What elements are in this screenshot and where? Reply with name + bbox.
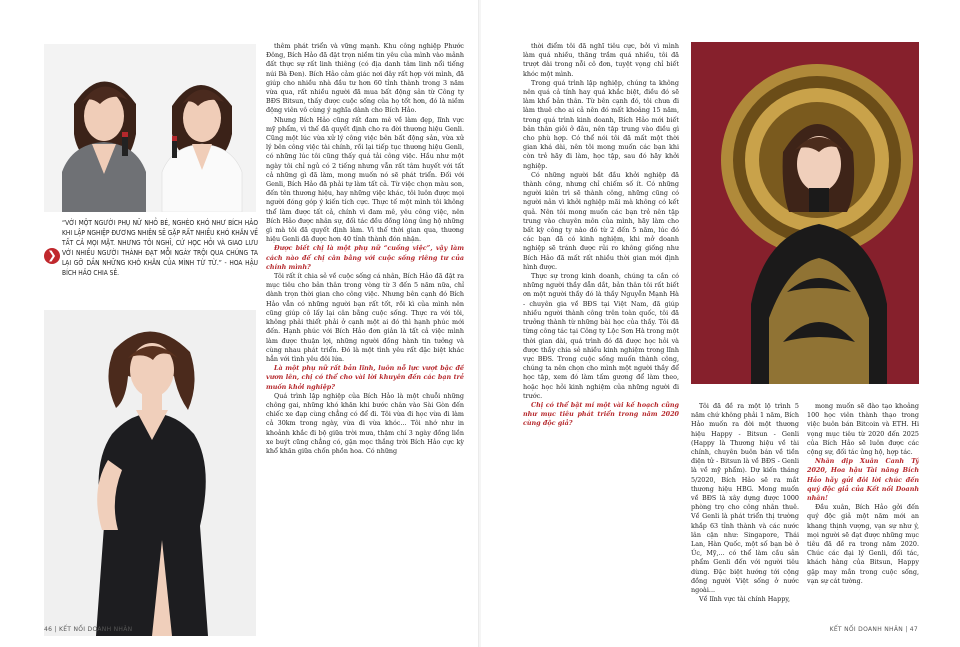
interview-question: Là một phụ nữ rất bản lĩnh, luôn nỗ lực vượt bậc để vươn lên, chị có thể cho vài lời khuyên đến các bạn trẻ muốn khởi nghiệp? [266, 364, 464, 391]
article-column-right-3 [807, 402, 919, 622]
article-paragraph: Thực sự trong kinh doanh, chúng ta cần có những người thầy dẫn dắt, bản thân tôi rất biết ơn một người thầy đó là thầy Nguyễn Mạnh Hà - chuyên gia về BĐS tại Việt Nam, đã giúp nhiều người thành công trên toàn quốc, tôi đã trưởng thành từ những bài học của thầy. Tôi đã từng công tác tại Công ty Lộc Sơn Hà trong một thời gian dài, quá trình đó đã được học hỏi và được thầy chia sẻ nhiều kinh nghiệm trong lĩnh vực BĐS. Trong cuộc sống muốn thành công, chúng ta nên chọn cho mình một người thầy để học tập, xem đó làm tấm gương để làm theo, hoặc học hỏi kinh nghiệm của những người đi trước. [523, 272, 679, 400]
page-footer-left: 46 | KẾT NỐI DOANH NHÂN [44, 626, 133, 633]
black-dress-illustration [44, 310, 256, 636]
article-paragraph: Đầu xuân, Bích Hảo gởi đến quý độc giả một năm mới an khang thịnh vượng, vạn sự như ý, mọi người sẽ đạt được những mục tiêu đã đề ra trong năm 2020. Chúc các đại lý Genli, đối tác, khách hàng của Bitsun, Happy gặp may mắn trong cuộc sống, vạn sự cát tường. [807, 503, 919, 585]
article-paragraph: thời điểm tôi đã nghĩ tiêu cực, bởi vì mình làm quá nhiều, thăng trầm quá nhiều, tôi đã trượt dài trong nỗi cô đơn, tuyệt vọng chỉ biết khóc một mình. [523, 42, 679, 78]
article-paragraph: Quá trình lập nghiệp của Bích Hảo là một chuỗi những chông gai, những khó khăn khi bước chân vào Sài Gòn đến chiếc xe đạp cùng chẳng có để đi. Tôi vừa đi học vừa đi làm cả 30km trong ngày, vừa đi vừa khóc... Tôi nhớ như in khoảnh khắc đi bộ giữa trời mưa, thậm chí 3 ngày đồng liền xe buýt cũng chẳng có, gặn mọc thắng trời Bích Hảo cực kỳ khổ khăn giữa chốn phồn hoa. Có những [266, 391, 464, 455]
article-paragraph: Có những người bắt đầu khởi nghiệp đã thành công, nhưng chỉ chiếm số ít. Có những người kiên trì sẽ thành công, những cũng có người nản vì khởi nghiệp mãi mà không có kết quả. Nên tôi mong muốn các bạn trẻ nên tập trung vào chuyên môn của mình, hãy làm cho bất kỳ công ty nào đó từ 2 đến 5 năm, lúc đó các bạn đã có kinh nghiệm, khi mở doanh nghiệp sẽ tránh được rủi ro không giống như Bích Hảo đã mất rất nhiều thời gian mới định hình được. [523, 170, 679, 271]
article-column-left [266, 42, 464, 627]
photo-lipstick-portraits [44, 44, 256, 212]
portrait-illustration [44, 44, 256, 212]
article-paragraph: thêm phát triển và vững mạnh. Khu công nghiệp Phước Đông, Bích Hảo đã đặt trọn niềm tin yêu của mình vào mảnh đất thực sự rất linh thiêng (có địa danh tâm linh nổi tiếng núi Bà Đen). Bích Hảo cảm giác nơi đây rất hợp với mình, đã giúp cho nhiều nhà đầu tư hơn 60 tỉnh thành trong 3 năm vừa qua, rất nhiều người đã mua bất động sản từ Công ty BĐS Bitsun, thấy được cuộc sống của họ tốt hơn, đó là niềm động viên vô cùng ý nghĩa dành cho Bích Hảo. [266, 42, 464, 115]
article-column-right-1 [523, 42, 679, 622]
quote-arrow-icon: ❯ [44, 248, 60, 264]
article-paragraph: Trong quá trình lập nghiệp, chúng ta không nên quá cả tính hay quá khắc biệt, điều đó sẽ làm khổ bản thân. Từ bên cạnh đó, tôi chưa đi làm thuê cho ai cả nên đó mất khoảng 15 năm, trong quá trình kinh doanh, Bích Hảo mới biết bản thân giỏi ở đâu, nên tập trung vào điều gì cho phù hợp. Có thể nói tôi đã mất một thời gian khá dài, nên tôi mong muốn các bạn khi còn trẻ hãy đi làm, học tập, sau đó hãy khởi nghiệp. [523, 78, 679, 170]
article-paragraph: Nhưng Bích Hảo cũng rất đam mê về làm đẹp, lĩnh vực mỹ phẩm, vì thế đã quyết định cho ra đời thương hiệu Genli. Cũng một lúc vừa xử lý công việc bên bất động sản, vừa xử lý bên công việc tài chính, rồi lại tiếp tục thương hiệu Genli, có những lúc tôi cũng thấy quá tải công việc. Hầu như một ngày tôi chỉ ngủ có 2 tiếng nhưng vẫn rất tâm huyết với tất cả những gì đã làm, mong muốn nó sẽ phát triển. Đối với Genli, Bích Hảo đã phải tự làm tất cả. Từ việc chọn màu son, đến tên thương hiệu, hay những việc khác, tôi luôn được mọi người đóng góp ý kiến tích cực. Thực tế một mình tôi không thể làm được tất cả, chính vì đam mê, yêu công việc, nên Bích Hảo được nhân sự, đối tác đều đồng lòng ủng hộ những gì mà tôi đã quyết định làm. Vì thế thời gian qua, thương hiệu Genli đã được hơn 40 tỉnh thành đón nhận. [266, 115, 464, 244]
ao-dai-illustration [691, 42, 919, 384]
interview-question: Được biết chị là một phụ nữ “cuồng việc”, vậy làm cách nào để chị cân bằng với cuộc sống riêng tư của chính mình? [266, 244, 464, 271]
article-paragraph: mong muốn sẽ đào tạo khoảng 100 học viên thành thạo trong việc buôn bán Bitcoin và ETH. Hi vọng mục tiêu từ 2020 đến 2025 của Bích Hảo sẽ luôn được các cộng sự, đối tác ủng hộ, hợp tác. [807, 402, 919, 457]
article-column-right-2 [691, 402, 799, 622]
article-paragraph: Về lĩnh vực tài chính Happy, [699, 595, 791, 604]
pull-quote: “VỚI MỘT NGƯỜI PHỤ NỮ NHỎ BÉ, NGHÈO KHÓ NHƯ BÍCH HẢO KHI LẬP NGHIỆP ĐƯƠNG NHIÊN SẼ GẶP RẤT NHIỀU KHÓ KHĂN VỀ TẤT CẢ MỌI MẶT. NHƯNG TÔI NGHĨ, CỨ HỌC HỎI VÀ GIAO LƯU VỚI NHIỀU NGƯỜI THÀNH ĐẠT MỖI NGÀY TRỘI QUA CHÚNG TA LẠI GỠ DẦN NHỮNG KHÓ KHĂN CỦA MÌNH TỪ TỪ.” - HOA HẬU BÍCH HẢO CHIA SẺ. [62, 219, 258, 277]
interview-question: Chị có thể bật mí một vài kế hoạch cũng như mục tiêu phát triển trong năm 2020 cùng độc giả? [523, 400, 679, 428]
interview-question: Nhân dịp Xuân Canh Tý 2020, Hoa hậu Tài năng Bích Hảo hãy gửi đôi lời chúc đến quý độc giả của Kết nối Doanh nhân! [807, 457, 919, 503]
article-paragraph: Tôi đã đề ra một lộ trình 5 năm chứ không phải 1 năm, Bích Hảo muốn ra đời một thương hiệu Happy - Bitsun - Genli (Happy là Thương hiệu về tài chính, chuyên buôn bán về tiền điện tử - Bitsun là về BĐS - Genli là về mỹ phẩm). Dự kiến tháng 5/2020, Bích Hảo sẽ ra mắt thương hiệu HBG. Mong muốn về BĐS là xây dựng được 1000 phòng trọ cho công nhân thuê. Về Genli là phát triển thị trường khắp 63 tỉnh thành và các nước lân cận như: Singapore, Thái Lan, Hàn Quốc, một số bạn bè ở Úc, Mỹ,... có thể làm cầu sản phẩm Genli đến với người tiêu dùng. Đặc biệt hướng tới cộng đồng người Việt sống ở nước ngoài... [691, 402, 799, 595]
photo-ao-dai-portrait [691, 42, 919, 384]
photo-black-dress [44, 310, 256, 636]
page-footer-right: KẾT NỐI DOANH NHÂN | 47 [829, 626, 918, 633]
left-page [0, 0, 479, 647]
right-page [481, 0, 960, 647]
article-paragraph: Tôi rất ít chia sẻ về cuộc sống cá nhân, Bích Hảo đã đặt ra mục tiêu cho bản thân trong vòng từ 3 đến 5 năm nữa, chỉ dành trọn thời gian cho công việc. Nhưng bên cạnh đó Bích Hảo vẫn có những người bạn rất tốt, rồi kì của mình nên cũng giúp cô lấy lại cân bằng cuộc sống. Thực ra với tôi, không phải thiết phải ở cạnh một ai đó thì hạnh phúc mới đến. Hạnh phúc với Bích Hảo đơn giản là tất cả việc mình làm được thuận lợi, những người đồng hành tin tưởng và cùng nhau phát triển. Đó là một tình yêu rất đặc biệt khác hẳn với tình yêu đôi lứa. [266, 272, 464, 363]
